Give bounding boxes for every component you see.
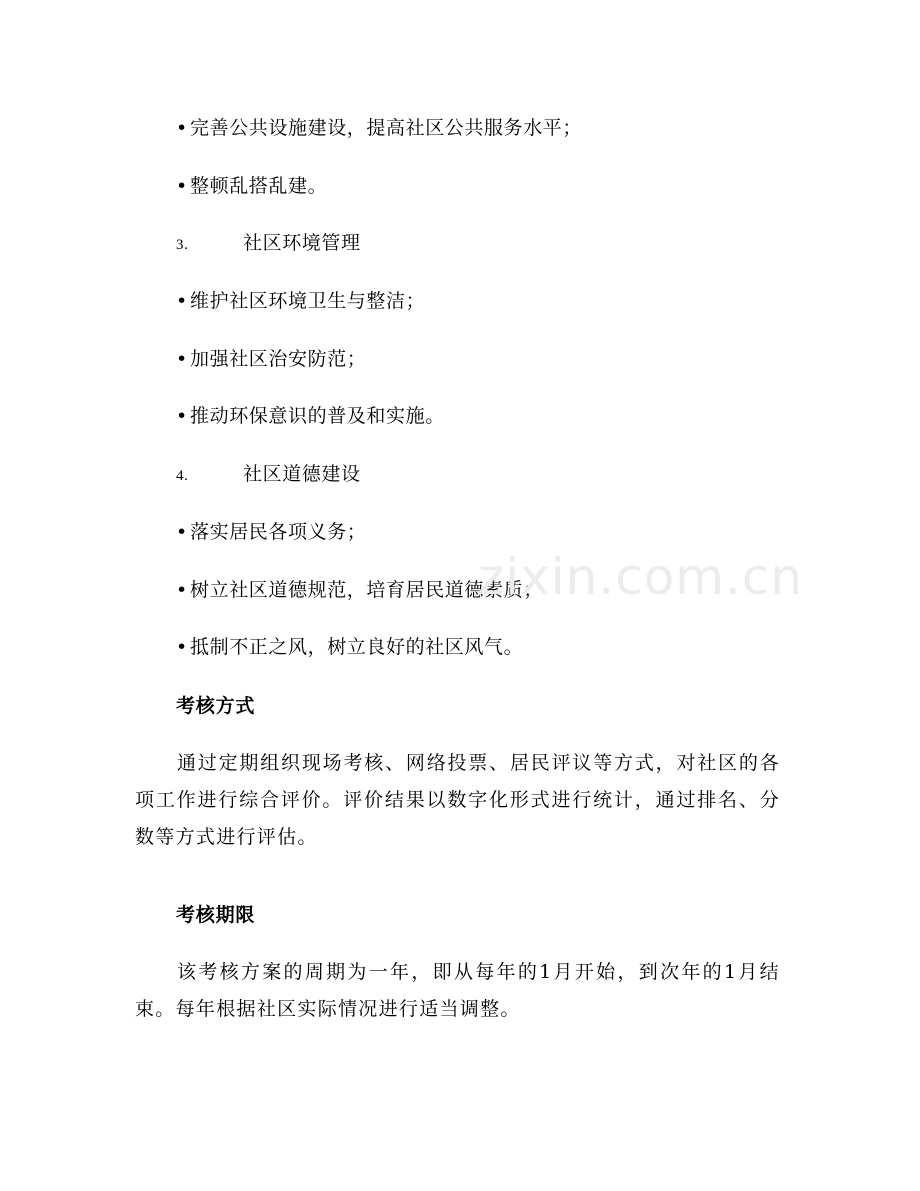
bullet-icon: • [176,405,188,427]
list-item-text: 加强社区治安防范； [190,348,367,370]
list-item-text: 抵制不正之风，树立良好的社区风气。 [190,636,524,658]
list-item-text: 落实居民各项义务； [190,521,367,543]
list-item-text: 推动环保意识的普及和实施。 [190,405,445,427]
list-item [176,116,582,140]
list-item [176,174,327,198]
section-heading-4 [176,462,361,488]
section-heading-3 [176,231,361,257]
section-title: 社区环境管理 [243,232,361,254]
bullet-icon: • [176,117,188,139]
section-number: 3. [176,237,189,253]
section-number: 4. [176,468,189,484]
list-item [176,635,523,659]
bullet-icon: • [176,579,188,601]
bullet-icon: • [176,521,188,543]
list-item-text: 整顿乱搭乱建。 [190,175,328,197]
bullet-icon: • [176,175,188,197]
list-item-text: 树立社区道德规范，培育居民道德素质； [190,579,543,601]
list-item [176,578,543,602]
watermark: zixin.com.cn [478,548,804,606]
bullet-icon: • [176,636,188,658]
assessment-method-heading: 考核方式 [176,695,256,717]
section-title: 社区道德建设 [243,463,361,485]
assessment-period-heading: 考核期限 [176,904,256,926]
list-item [176,347,366,371]
list-item-text: 完善公共设施建设，提高社区公共服务水平； [190,117,583,139]
assessment-period-paragraph: 该考核方案的周期为一年，即从每年的1月开始，到次年的1月结束。每年根据社区实际情况进行适当调整。 [135,961,780,1020]
list-item [176,289,425,313]
bullet-icon: • [176,290,188,312]
list-item-text: 维护社区环境卫生与整洁； [190,290,426,312]
list-item [176,520,366,544]
bullet-icon: • [176,348,188,370]
list-item [176,404,445,428]
assessment-method-paragraph: 通过定期组织现场考核、网络投票、居民评议等方式，对社区的各项工作进行综合评价。评价结果以数字化形式进行统计，通过排名、分数等方式进行评估。 [135,752,780,848]
